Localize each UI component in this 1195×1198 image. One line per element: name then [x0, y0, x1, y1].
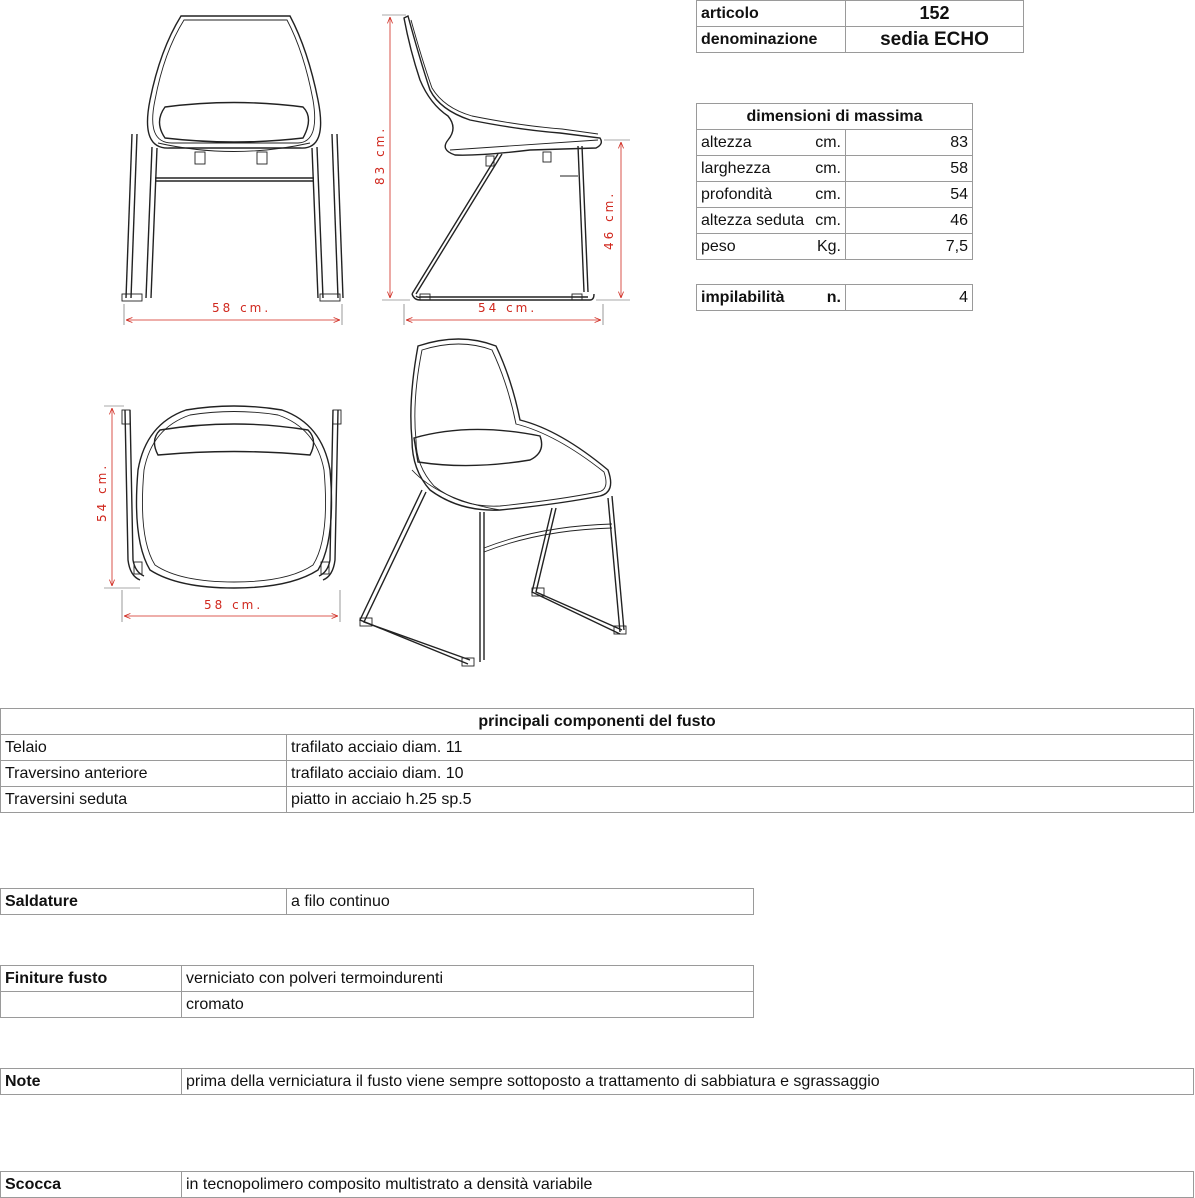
dimensions-title: dimensioni di massima	[697, 104, 973, 130]
saldature-value: a filo continuo	[287, 889, 754, 915]
component-spec: trafilato acciaio diam. 11	[287, 735, 1194, 761]
side-depth-label: 54 cm.	[478, 301, 538, 315]
scocca-label: Scocca	[1, 1172, 182, 1198]
stack-label: impilabilità	[701, 289, 785, 306]
dim-value: 7,5	[846, 234, 973, 260]
side-view	[373, 15, 630, 325]
stack-row	[697, 285, 846, 311]
component-spec: piatto in acciaio h.25 sp.5	[287, 787, 1194, 813]
finiture-empty	[1, 992, 182, 1018]
component-name: Traversino anteriore	[1, 761, 287, 787]
note-table	[0, 1068, 1194, 1095]
dim-row	[697, 182, 846, 208]
dim-label: altezza	[701, 134, 752, 151]
saldature-table	[0, 888, 754, 915]
dim-row	[697, 208, 846, 234]
front-width-label: 58 cm.	[212, 301, 272, 315]
dim-label: altezza seduta	[701, 212, 805, 229]
component-spec: trafilato acciaio diam. 10	[287, 761, 1194, 787]
dim-unit: cm.	[815, 160, 841, 177]
technical-drawing	[0, 0, 700, 680]
dim-label: profondità	[701, 186, 773, 203]
finiture-value: cromato	[182, 992, 754, 1018]
components-title: principali componenti del fusto	[1, 709, 1194, 735]
stack-unit: n.	[826, 289, 841, 306]
component-name: Traversini seduta	[1, 787, 287, 813]
articolo-value: 152	[846, 1, 1024, 27]
dim-unit: cm.	[815, 212, 841, 229]
finiture-value: verniciato con polveri termoindurenti	[182, 966, 754, 992]
top-view	[95, 406, 341, 622]
dim-value: 58	[846, 156, 973, 182]
finiture-label: Finiture fusto	[1, 966, 182, 992]
article-table	[696, 0, 1024, 53]
articolo-label: articolo	[697, 1, 846, 27]
dim-row	[697, 156, 846, 182]
denominazione-value: sedia ECHO	[846, 27, 1024, 53]
scocca-table	[0, 1171, 1194, 1198]
dim-value: 83	[846, 130, 973, 156]
stack-table	[696, 284, 973, 311]
dim-row	[697, 234, 846, 260]
dim-row	[697, 130, 846, 156]
note-value: prima della verniciatura il fusto viene sempre sottoposto a trattamento di sabbiatura e sgrassaggio	[182, 1069, 1194, 1095]
dim-unit: cm.	[815, 186, 841, 203]
dim-label: peso	[701, 238, 736, 255]
front-view	[122, 16, 343, 325]
note-label: Note	[1, 1069, 182, 1095]
components-table	[0, 708, 1194, 813]
dim-unit: Kg.	[816, 238, 841, 255]
dim-value: 46	[846, 208, 973, 234]
dim-label: larghezza	[701, 160, 771, 177]
top-depth-label: 54 cm.	[95, 462, 109, 522]
stack-value: 4	[846, 285, 973, 311]
dimensions-table	[696, 103, 973, 260]
component-name: Telaio	[1, 735, 287, 761]
scocca-value: in tecnopolimero composito multistrato a densità variabile	[182, 1172, 1194, 1198]
saldature-label: Saldature	[1, 889, 287, 915]
side-seat-height-label: 46 cm.	[602, 190, 616, 250]
perspective-view	[360, 339, 626, 666]
dim-unit: cm.	[815, 134, 841, 151]
side-height-label: 83 cm.	[373, 125, 387, 185]
top-width-label: 58 cm.	[204, 598, 264, 612]
denominazione-label: denominazione	[697, 27, 846, 53]
finiture-table	[0, 965, 754, 1018]
dim-value: 54	[846, 182, 973, 208]
